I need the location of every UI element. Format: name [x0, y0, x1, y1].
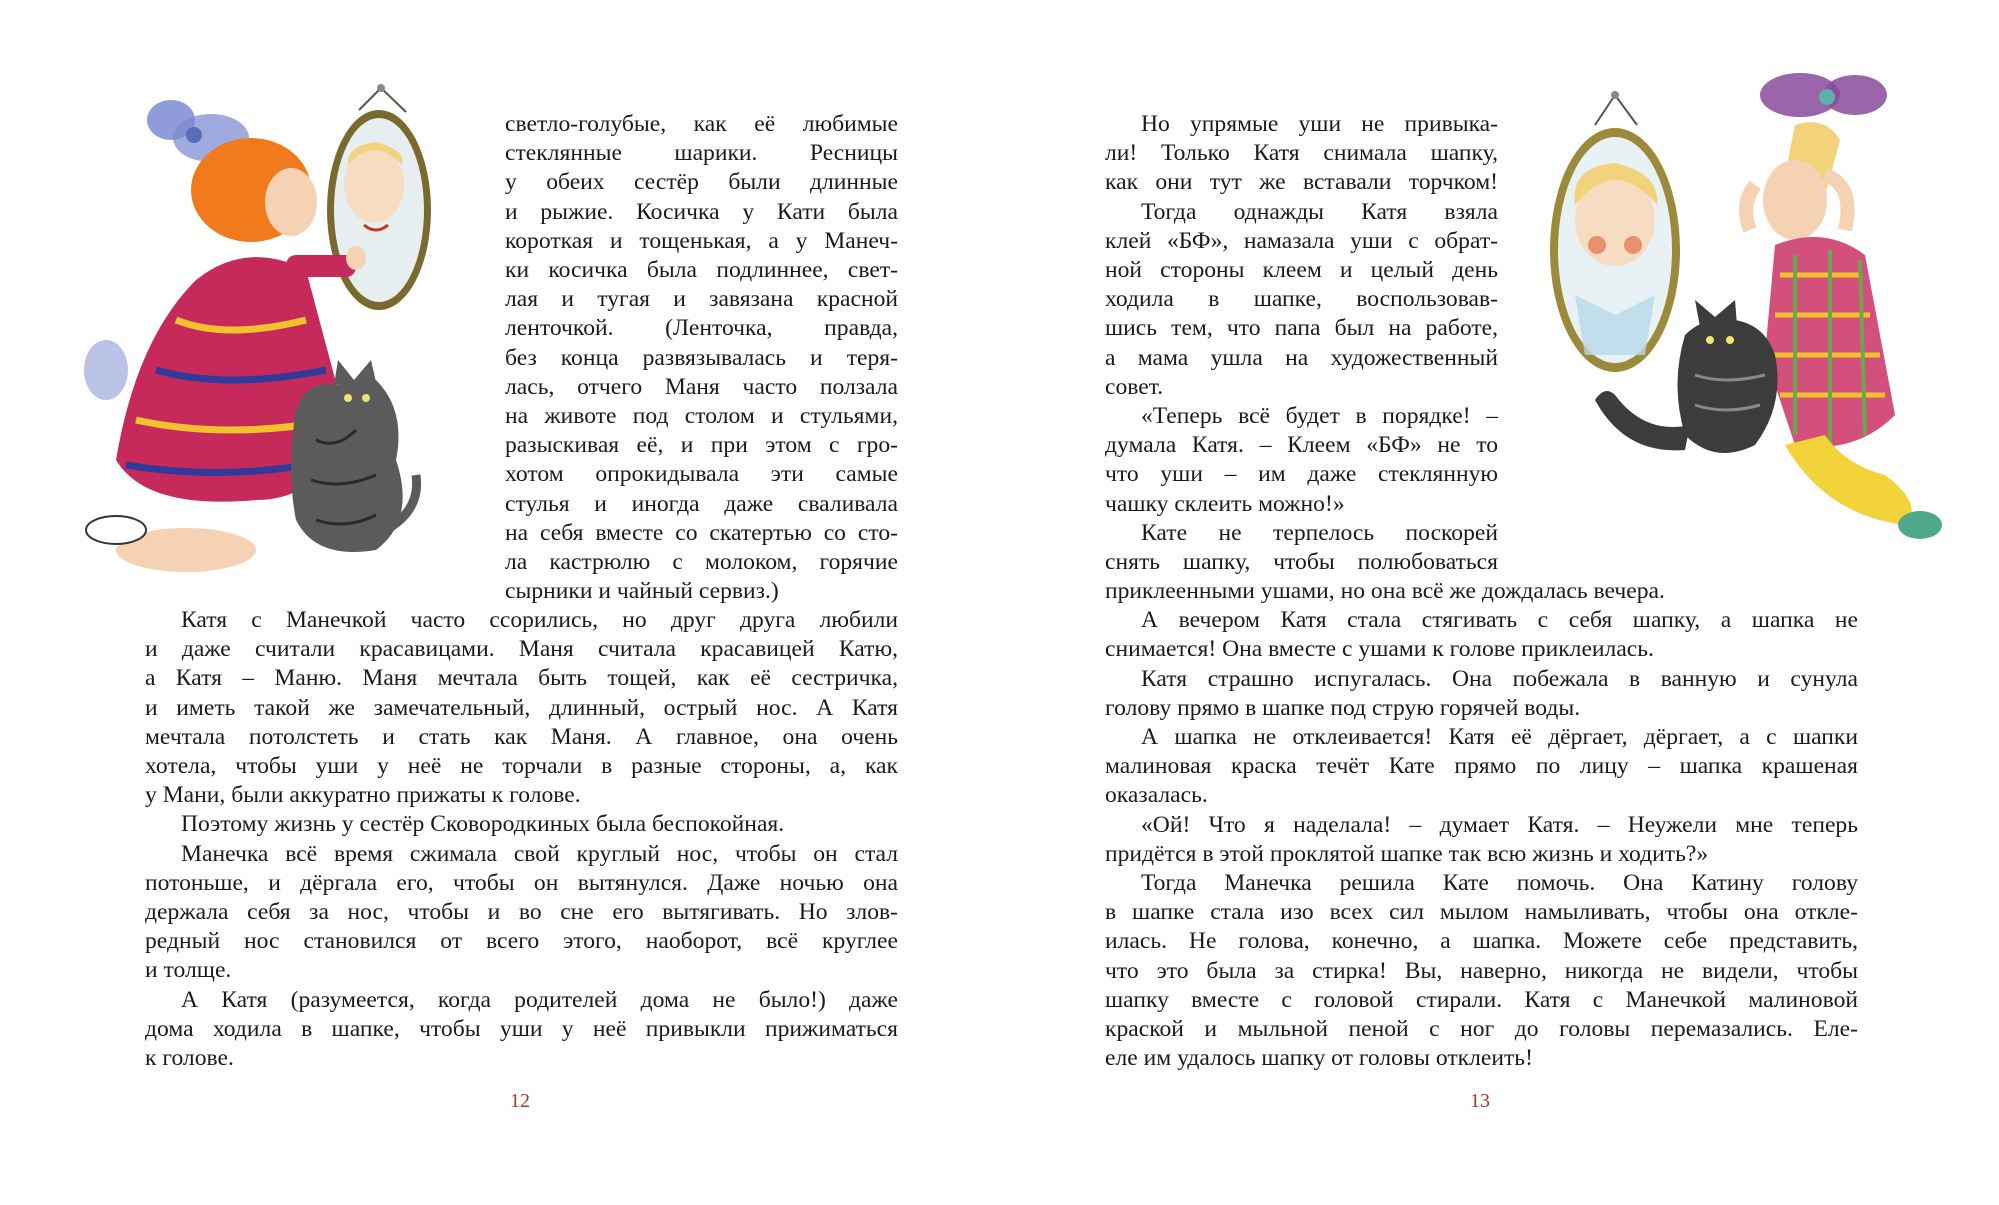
text-line: что это была за стирка! Вы, наверно, никогда не видели, чтобы: [1105, 957, 1858, 984]
text-line: «Ой! Что я наделала! – думает Катя. – Неужели мне теперь: [1141, 811, 1858, 838]
text-line: клей «БФ», намазала уши с обрат-: [1105, 227, 1498, 254]
mirror-icon: [1550, 91, 1680, 372]
text-line: редный нос становился от всего этого, наоборот, всё круглее: [145, 928, 898, 955]
text-line: светло-голубые, как её любимые: [505, 111, 898, 137]
text-line: ходила в шапке, воспользовав-: [1105, 286, 1498, 313]
text-line: А Катя (разумеется, когда родителей дома не было!) даже: [181, 986, 898, 1013]
text-line: Манечка всё время сжимала свой круглый нос, чтобы он стал: [181, 840, 898, 867]
text-line: на себя вместе со скатертью со сто-: [505, 519, 898, 546]
text-line: голову прямо в шапке под струю горячей воды.: [1105, 694, 1581, 721]
text-line: потоньше, и дёргала его, чтобы он вытянулся. Даже ночью она: [145, 869, 898, 896]
text-line: и даже считали красавицами. Маня считала красавицей Катю,: [145, 636, 898, 663]
text-line: ки косичка была подлиннее, свет-: [505, 257, 898, 284]
page-number: 12: [510, 1090, 530, 1112]
left-page: [0, 0, 999, 1205]
text-line: снять шапку, чтобы полюбоваться: [1105, 549, 1498, 576]
text-line: краской и мыльной пеной с ног до головы перемазались. Еле-: [1105, 1016, 1858, 1043]
text-line: шапку вместе с головой стирали. Катя с Манечкой малиновой: [1105, 986, 1858, 1013]
text-line: у обеих сестёр были длинные: [505, 169, 898, 196]
text-line: илась. Не голова, конечно, а шапка. Можете себе представить,: [1105, 928, 1858, 955]
text-line: к голове.: [145, 1045, 234, 1072]
text-line: и иметь такой же замечательный, длинный, острый нос. А Катя: [145, 694, 898, 721]
text-line: Кате не терпелось поскорей: [1141, 519, 1498, 546]
text-line: ли! Только Катя снимала шапку,: [1105, 140, 1498, 167]
text-line: а мама ушла на художественный: [1105, 344, 1498, 371]
text-line: хотела, чтобы уши у неё не торчали в разные стороны, а, как: [145, 753, 898, 780]
text-line: разыскивая её, и при этом с гро-: [505, 432, 898, 459]
text-line: шись тем, что папа был на работе,: [1105, 315, 1498, 342]
text-line: ла кастрюлю с молоком, горячие: [505, 549, 898, 576]
text-line: а Катя – Маню. Маня мечтала быть тощей, как её сестричка,: [145, 665, 898, 692]
left-page-text-full: [145, 606, 898, 1073]
text-line: ной стороны клеем и целый день: [1105, 257, 1498, 284]
text-line: оказалась.: [1105, 782, 1208, 809]
text-line: снимается! Она вместе с ушами к голове приклеилась.: [1105, 636, 1654, 663]
girl-figure: [1746, 122, 1942, 539]
text-line: держала себя за нос, чтобы и во сне его вытягивать. Но злов-: [145, 899, 898, 926]
text-line: как они тут же вставали торчком!: [1105, 169, 1498, 196]
text-line: и рыжие. Косичка у Кати была: [505, 198, 898, 225]
text-line: Тогда Манечка решила Кате помочь. Она Катину голову: [1141, 870, 1858, 897]
text-line: стеклянные шарики. Ресницы: [505, 140, 898, 167]
text-line: ленточкой. (Ленточка, правда,: [505, 315, 898, 342]
text-line: лась, отчего Маня часто ползала: [505, 373, 898, 400]
text-line: еле им удалось шапку от головы отклеить!: [1105, 1045, 1533, 1072]
text-line: «Теперь всё будет в порядке! –: [1141, 403, 1498, 430]
text-line: у Мани, были аккуратно прижаты к голове.: [145, 782, 581, 809]
text-line: стулья и иногда даже сваливала: [505, 490, 898, 517]
left-page-text-float: [505, 110, 898, 606]
text-line: дома ходила в шапке, чтобы уши у неё привыкли прижиматься: [145, 1015, 898, 1042]
page-number: 13: [1470, 1090, 1490, 1112]
text-line: А вечером Катя стала стягивать с себя шапку, а шапка не: [1141, 607, 1858, 634]
right-page: [1000, 0, 1999, 1205]
text-line: Катя страшно испугалась. Она побежала в ванную и сунула: [1141, 665, 1858, 692]
text-line: без конца развязывалась и теря-: [505, 344, 898, 371]
text-line: малиновая краска течёт Кате прямо по лицу – шапка крашеная: [1105, 753, 1858, 780]
text-line: мечтала потолстеть и стать как Маня. А главное, она очень: [145, 723, 898, 750]
right-page-text-float: [1105, 110, 1498, 577]
text-line: Катя с Манечкой часто ссорились, но друг друга любили: [181, 607, 898, 633]
text-line: чашку склеить можно!»: [1105, 490, 1345, 517]
bow-icon: [1760, 73, 1887, 117]
text-line: сырники и чайный сервиз.): [505, 578, 779, 605]
text-line: лая и тугая и завязана красной: [505, 286, 898, 313]
illustration-blonde-girl-mirror-cat: [1525, 55, 1945, 560]
right-page-text-full: [1105, 577, 1858, 1073]
illustration-red-haired-girl-mirror-cat: [76, 80, 476, 580]
text-line: и толще.: [145, 957, 232, 984]
text-line: в шапке стала изо всех сил мылом намыливать, чтобы она откле-: [1105, 899, 1858, 926]
text-line: что уши – им даже стеклянную: [1105, 461, 1498, 488]
text-line: хотом опрокидывала эти самые: [505, 461, 898, 488]
text-line: Но упрямые уши не привыка-: [1141, 111, 1498, 137]
text-line: совет.: [1105, 373, 1164, 400]
text-line: Тогда однажды Катя взяла: [1141, 198, 1498, 225]
text-line: придётся в этой проклятой шапке так всю жизнь и ходить?»: [1105, 840, 1709, 867]
text-line: короткая и тощенькая, а у Манеч-: [505, 227, 898, 254]
text-line: приклеенными ушами, но она всё же дождалась вечера.: [1105, 578, 1665, 604]
text-line: Поэтому жизнь у сестёр Сковородкиных была беспокойная.: [181, 811, 785, 838]
text-line: А шапка не отклеивается! Катя её дёргает, дёргает, а с шапки: [1141, 724, 1858, 751]
text-line: думала Катя. – Клеем «БФ» не то: [1105, 432, 1498, 459]
text-line: на животе под столом и стульями,: [505, 403, 898, 430]
